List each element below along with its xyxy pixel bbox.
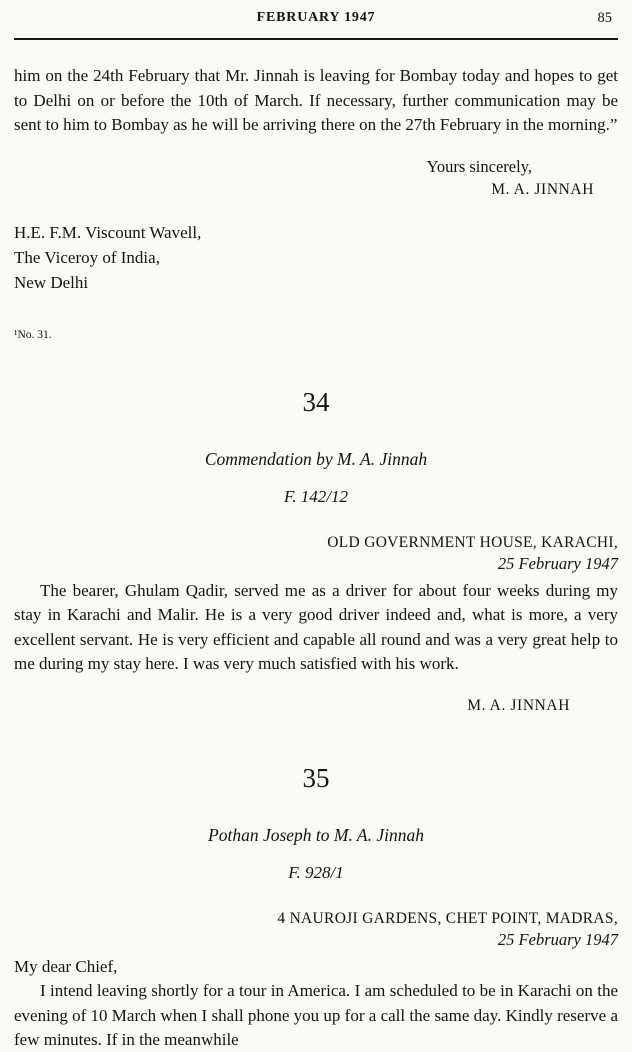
letter-35-number: 35 [302,762,330,793]
footnote: ¹No. 31. [14,328,52,341]
letter-35-place: 4 NAUROJI GARDENS, CHET POINT, MADRAS, [277,909,618,927]
letter-34-place: OLD GOVERNMENT HOUSE, KARACHI, [327,533,618,551]
letter-35-date: 25 February 1947 [497,929,618,949]
letter-prev-body: him on the 24th February that Mr. Jinnah is leaving for Bombay today and hopes to get to Delhi on or before the 10th of March. If necessary, further communication may be sent to him to Bombay as he will be arriving there on the 27th February in the morning.” [14,66,618,134]
letter-34-title: Commendation by M. A. Jinnah [204,448,428,469]
letter-prev-addressee [14,220,618,295]
letter-34-number: 34 [302,386,330,417]
letter-35-file-ref: F. 928/1 [288,862,344,882]
letter-prev-signature: M. A. JINNAH [491,180,594,198]
letter-prev-closing: Yours sincerely, [426,156,532,176]
letter-35-body: I intend leaving shortly for a tour in America. I am scheduled to be in Karachi on the evening of 10 March when I shall phone you up for a call the same day. Kindly reserve a few minutes. If in the meanwhile [14,981,618,1049]
letter-34-signature: M. A. JINNAH [467,696,570,714]
header-rule [14,38,618,40]
addressee-line: H.E. F.M. Viscount Wavell, [14,222,202,242]
addressee-line: New Delhi [14,272,89,292]
letter-34-body: The bearer, Ghulam Qadir, served me as a driver for about four weeks during my stay in Karachi and Malir. He is a very good driver indeed and, what is more, a very excellent servant. He is very efficient and capable all round and was a very great help to me during my stay here. I was very much satisfied with his work. [14,580,618,673]
letter-35-salutation: My dear Chief, [14,956,118,976]
letter-34-date: 25 February 1947 [497,553,618,573]
running-header [14,10,618,32]
page-number: 85 [597,10,612,26]
letter-34-file-ref: F. 142/12 [284,486,348,506]
letter-35-title: Pothan Joseph to M. A. Jinnah [208,824,424,845]
addressee-line: The Viceroy of India, [14,247,160,267]
running-header-title: FEBRUARY 1947 [256,10,376,25]
